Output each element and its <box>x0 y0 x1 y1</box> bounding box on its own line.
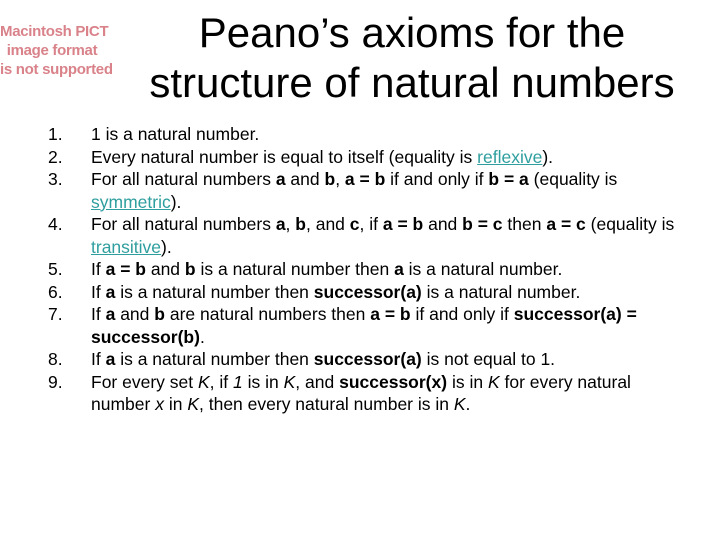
item-text: If <box>91 259 106 279</box>
item-text: Every natural number is equal to itself (equality is <box>91 146 478 167</box>
list-item <box>0 168 691 213</box>
item-text: For all natural numbers <box>91 169 276 189</box>
item-number: 7. <box>48 304 63 324</box>
item-text: , <box>285 214 296 234</box>
list-item <box>0 258 691 281</box>
slide-title <box>112 8 712 108</box>
reflexive-link[interactable]: reflexive <box>477 146 543 167</box>
variable: a <box>394 259 404 279</box>
variable: a <box>275 214 286 234</box>
item-text: , if <box>359 214 383 234</box>
item-text: is in <box>447 371 488 392</box>
item-text: For every set <box>91 371 198 392</box>
list-item <box>0 146 691 169</box>
item-text: ). <box>161 236 172 257</box>
title-line-1: Peano’s axioms for the <box>198 9 626 56</box>
equation: b = a <box>488 169 529 189</box>
list-item <box>0 123 691 146</box>
item-text: If <box>91 281 106 302</box>
item-text: and <box>145 259 185 279</box>
list-item <box>0 303 691 348</box>
placeholder-line: Macintosh PICT <box>0 23 109 40</box>
successor-expression: successor(a) <box>313 281 422 302</box>
item-number: 5. <box>48 259 63 279</box>
variable: K <box>453 394 466 414</box>
item-text: , if <box>209 371 234 392</box>
transitive-link[interactable]: transitive <box>91 236 162 257</box>
item-text: is a natural number. <box>403 259 563 279</box>
item-text: , and <box>295 371 340 392</box>
item-text: , <box>335 169 345 189</box>
list-item <box>0 348 691 371</box>
title-line-2: structure of natural numbers <box>149 59 675 106</box>
item-number: 2. <box>48 146 63 167</box>
variable: a <box>105 349 116 369</box>
item-text: and <box>285 169 325 189</box>
successor-expression: successor(x) <box>339 371 448 392</box>
variable: a <box>105 304 116 324</box>
item-text: and <box>115 304 155 324</box>
axiom-list <box>0 123 720 416</box>
successor-expression: successor(a) = successor(b) <box>91 304 637 347</box>
variable: x <box>155 394 164 414</box>
item-text: 1 is a natural number. <box>91 124 260 144</box>
list-item <box>0 281 691 304</box>
variable: b <box>324 169 336 189</box>
item-text: then <box>502 214 547 234</box>
item-text: if and only if <box>410 304 514 324</box>
item-text: for every natural number <box>91 371 631 414</box>
item-text: ). <box>170 191 182 212</box>
variable: a <box>105 281 116 302</box>
variable: a <box>275 169 286 189</box>
item-text: (equality is <box>585 214 675 234</box>
symmetric-link[interactable]: symmetric <box>91 191 171 212</box>
equation: a = b <box>105 259 146 279</box>
placeholder-line: image format <box>6 42 98 59</box>
item-number: 9. <box>48 371 63 392</box>
variable: b <box>154 304 165 324</box>
item-text: , then every natural number is in <box>199 394 454 414</box>
item-text: and <box>423 214 463 234</box>
item-number: 8. <box>48 349 63 369</box>
placeholder-line: is not supported <box>0 61 113 78</box>
successor-expression: successor(a) <box>313 349 422 369</box>
item-text: . <box>465 394 471 414</box>
variable: b <box>184 259 196 279</box>
item-text: (equality is <box>528 169 618 189</box>
list-item <box>0 213 691 258</box>
item-text: if and only if <box>385 169 489 189</box>
item-number: 6. <box>48 281 63 302</box>
equation: b = c <box>462 214 503 234</box>
variable: K <box>197 371 210 392</box>
list-item <box>0 371 691 416</box>
unsupported-image-placeholder <box>0 22 113 79</box>
variable: 1 <box>233 371 243 392</box>
item-text: in <box>163 394 188 414</box>
item-text: , and <box>305 214 350 234</box>
item-text: is a natural number then <box>195 259 395 279</box>
item-text: If <box>91 304 106 324</box>
equation: a = c <box>546 214 586 234</box>
equation: a = b <box>382 214 424 234</box>
item-text: is a natural number. <box>421 281 581 302</box>
variable: K <box>283 371 296 392</box>
item-text: is in <box>242 371 284 392</box>
item-text: is not equal to 1. <box>421 349 556 369</box>
variable: K <box>487 371 500 392</box>
item-number: 4. <box>48 214 63 234</box>
item-text: . <box>199 326 205 347</box>
item-text: If <box>91 349 106 369</box>
variable: b <box>295 214 306 234</box>
equation: a = b <box>344 169 386 189</box>
variable: K <box>187 394 199 414</box>
item-number: 1. <box>48 124 63 144</box>
equation: a = b <box>370 304 411 324</box>
item-text: is a natural number then <box>115 281 314 302</box>
item-text: For all natural numbers <box>91 214 276 234</box>
item-number: 3. <box>48 169 63 189</box>
item-text: is a natural number then <box>115 349 314 369</box>
variable: c <box>349 214 360 234</box>
item-text: are natural numbers then <box>164 304 371 324</box>
item-text: ). <box>542 146 554 167</box>
